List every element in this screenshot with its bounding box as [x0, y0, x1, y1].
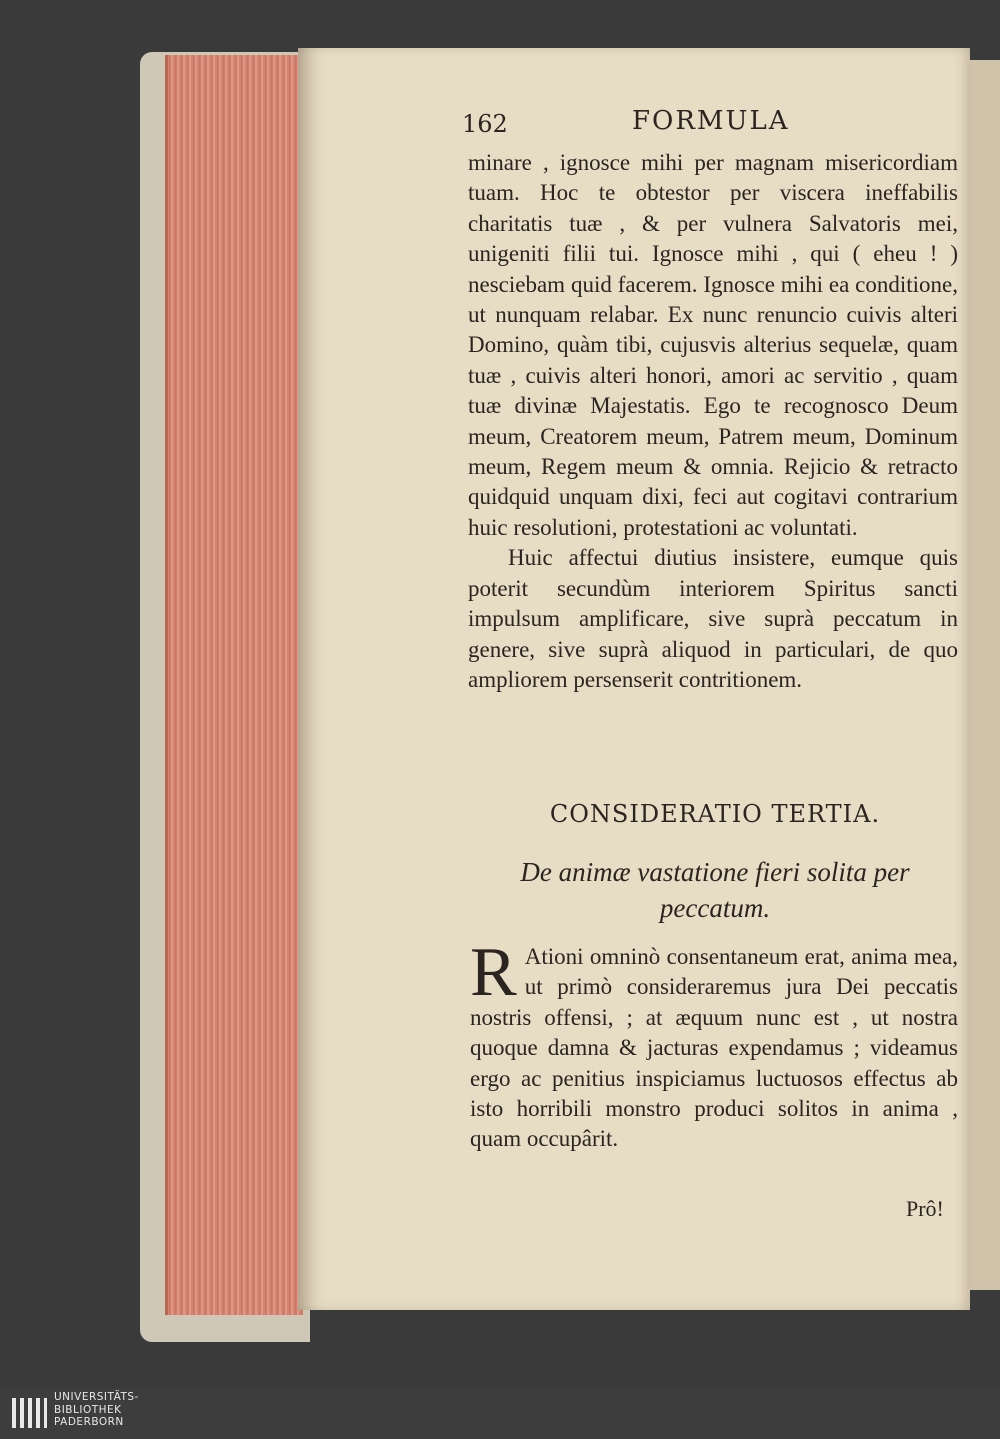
consideratio-text [470, 934, 958, 1155]
drop-cap: R [470, 934, 517, 1011]
running-head [462, 106, 952, 146]
library-name-line3: PADERBORN [54, 1416, 124, 1428]
library-name-line1: UNIVERSITÄTS- [54, 1391, 139, 1403]
footer-bar [0, 1388, 1000, 1439]
running-title: FORMULA [632, 106, 790, 136]
section-heading: CONSIDERATIO TERTIA. [549, 800, 881, 828]
page-number: 162 [462, 110, 508, 138]
section-subtitle: De animæ vastatione fieri solita per peccatum. [520, 857, 910, 923]
library-name [54, 1391, 139, 1429]
main-text [468, 148, 958, 695]
library-logo-icon [10, 1394, 48, 1432]
page-fore-edge [165, 55, 303, 1315]
catchword: Prô! [906, 1196, 944, 1221]
paragraph-formula: minare , ignosce mihi per magnam misericordiam tuam. Hoc te obtestor per viscera ineffabilis charitatis tuæ , & per vulnera Salvatoris mei, unigeniti filii tui. Ignosce mihi , qui ( eheu ! ) nesciebam quid facerem. Ignosce mihi ea conditione, ut nunquam relabar. Ex nunc renuncio cuivis alteri Domino, quàm tibi, cujusvis alterius sequelæ, quam tuæ , cuivis alteri honori, amori ac servitio , quam tuæ divinæ Majestatis. Ego te recognosco Deum meum, Creatorem meum, Patrem meum, Dominum meum, Regem meum & omnia. Rejicio & retracto quidquid unquam dixi, feci aut cogitavi contrarium huic resolutioni, protestationi ac voluntati. [468, 150, 958, 540]
paragraph-huic: Huic affectui diutius insistere, eumque quis poterit secundùm interiorem Spiritus sancti impulsum amplificare, sive suprà peccatum in genere, sive suprà aliquod in particulari, de quo ampliorem persenserit contritionem. [468, 545, 958, 692]
library-name-line2: BIBLIOTHEK [54, 1403, 122, 1416]
paragraph-rationi: Ationi omninò consentaneum erat, anima mea, ut primò consideraremus jura Dei peccatis nostris offensi, ; at æquum nunc est , ut nostra quoque damna & jacturas expendamus ; videamus ergo ac penitius inspiciamus luctuosos effectus ab isto horribili monstro produci solitos in anima , quam occupârit. [470, 944, 958, 1152]
